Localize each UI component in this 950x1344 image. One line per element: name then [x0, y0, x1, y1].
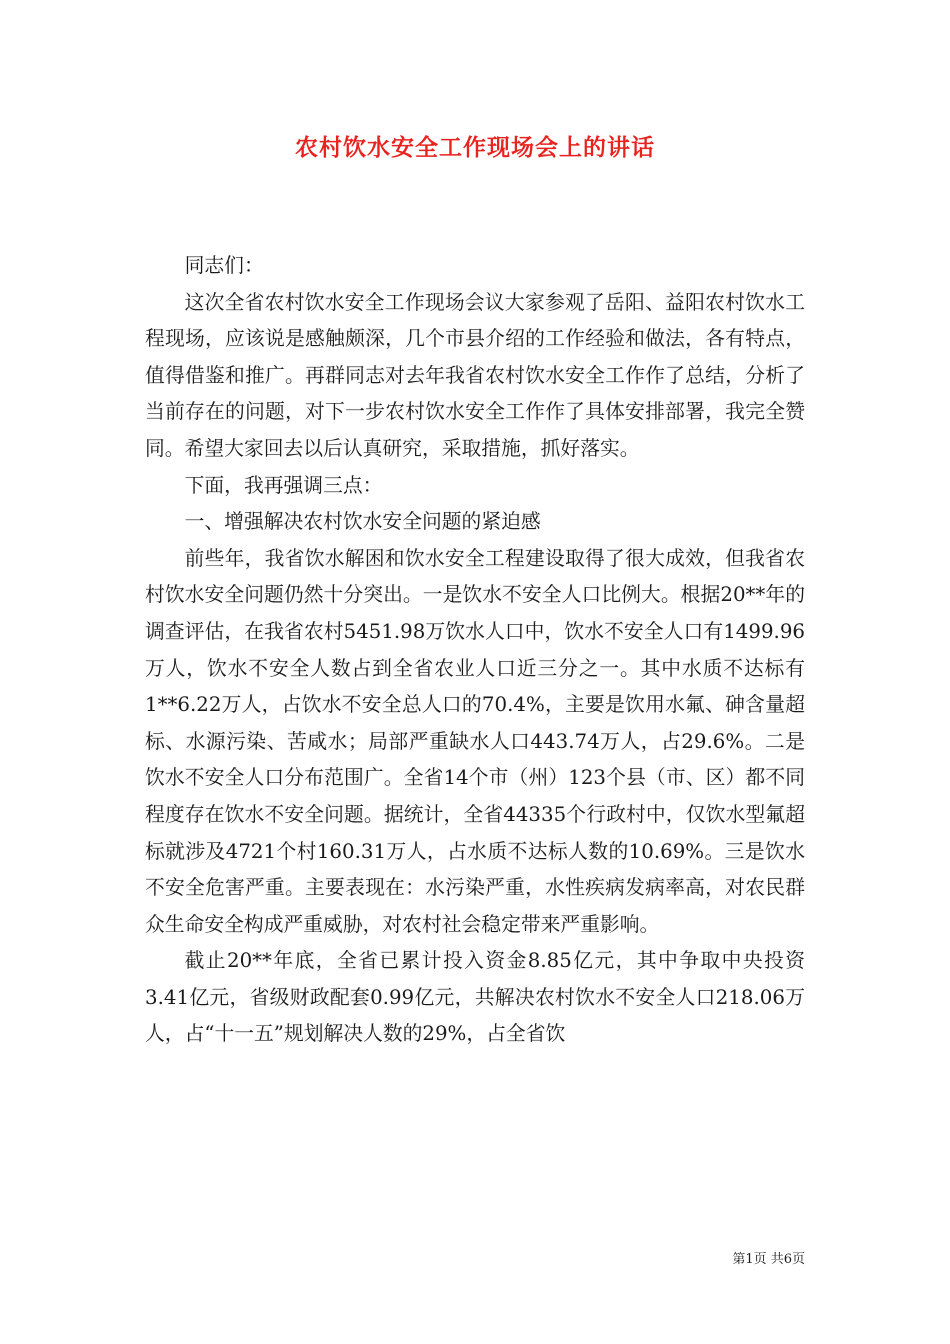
section-heading-1: 一、增强解决农村饮水安全问题的紧迫感 — [184, 510, 541, 534]
document-title: 农村饮水安全工作现场会上的讲话 — [295, 134, 655, 161]
paragraph-salutation: 同志们： — [184, 254, 264, 277]
paragraph-intro: 这次全省农村饮水安全工作现场会议大家参观了岳阳、益阳农村饮水工程现场，应该说是感触颇深，几个市县介绍的工作经验和做法，各有特点，值得借鉴和推广。再群同志对去年我省农村饮水安全工作作了总结，分析了当前存在的问题，对下一步农村饮水安全工作作了具体安排部署，我完全赞同。希望大家回去以后认真研究，采取措施，抓好落实。 — [145, 290, 805, 460]
paragraph-investment: 截止20**年底，全省已累计投入资金8.85亿元，其中争取中央投资3.41亿元，省级财政配套0.99亿元，共解决农村饮水不安全人口218.06万人，占“十一五”规划解决人数的29%，占全省饮 — [145, 949, 805, 1046]
paragraph-three-points: 下面，我再强调三点： — [184, 473, 383, 497]
paragraph-situation: 前些年，我省饮水解困和饮水安全工程建设取得了很大成效，但我省农村饮水安全问题仍然十分突出。一是饮水不安全人口比例大。根据20**年的调查评估，在我省农村5451.98万饮水人口中，饮水不安全人口有1499.96万人，饮水不安全人数占到全省农业人口近三分之一。其中水质不达标有1**6.22万人，占饮水不安全总人口的70.4%，主要是饮用水氟、砷含量超标、水源污染、苦咸水；局部严重缺水人口443.74万人，占29.6%。二是饮水不安全人口分布范围广。全省14个市（州）123个县（市、区）都不同程度存在饮水不安全问题。据统计，全省44335个行政村中，仅饮水型氟超标就涉及4721个村160.31万人，占水质不达标人数的10.69%。三是饮水不安全危害严重。主要表现在：水污染严重，水性疾病发病率高，对农民群众生命安全构成严重威胁，对农村社会稳定带来严重影响。 — [145, 546, 805, 936]
document-body — [145, 248, 805, 1053]
page-number: 第1页 共6页 — [732, 1252, 805, 1267]
